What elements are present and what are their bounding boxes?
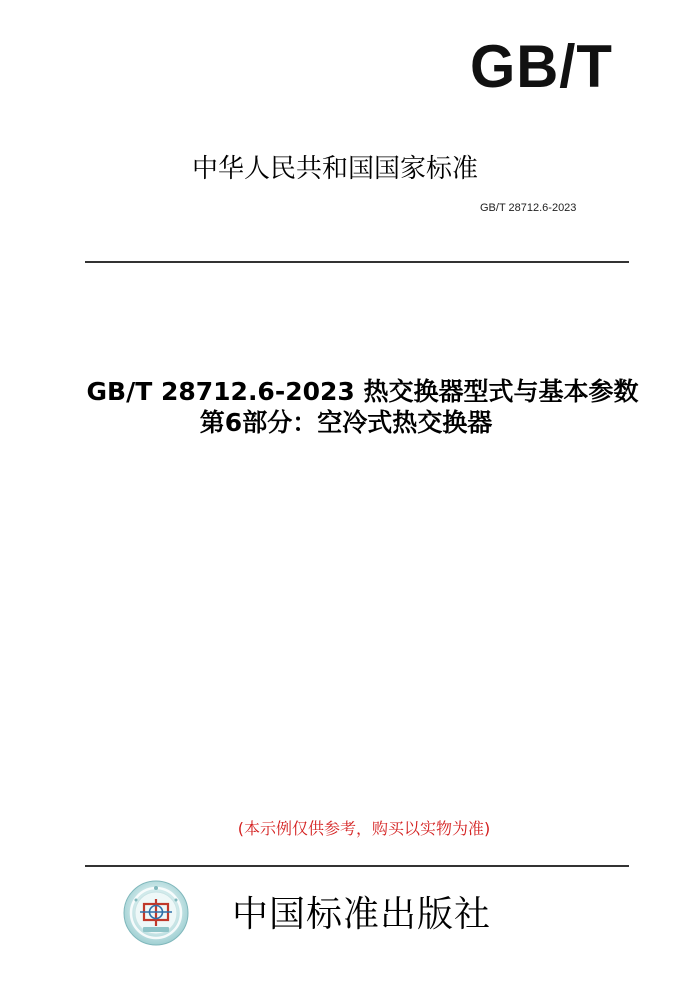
top-divider bbox=[85, 261, 629, 263]
gbt-logo: GB/T bbox=[470, 33, 613, 100]
sample-notice bbox=[0, 818, 700, 840]
title-line-2: 第6部分：空冷式热交换器 bbox=[199, 408, 493, 437]
publisher-seal-icon bbox=[123, 880, 189, 946]
bottom-divider bbox=[85, 865, 629, 867]
issuer-text: 中华人民共和国国家标准 bbox=[191, 154, 478, 184]
sample-notice-text: (本示例仅供参考，购买以实物为准) bbox=[237, 819, 491, 838]
title-line-1: GB/T 28712.6-2023 热交换器型式与基本参数 bbox=[86, 377, 639, 406]
document-title bbox=[0, 376, 700, 438]
standard-number: GB/T 28712.6-2023 bbox=[480, 202, 577, 214]
publisher-name: 中国标准出版社 bbox=[232, 894, 492, 935]
issuer-title bbox=[0, 152, 700, 186]
